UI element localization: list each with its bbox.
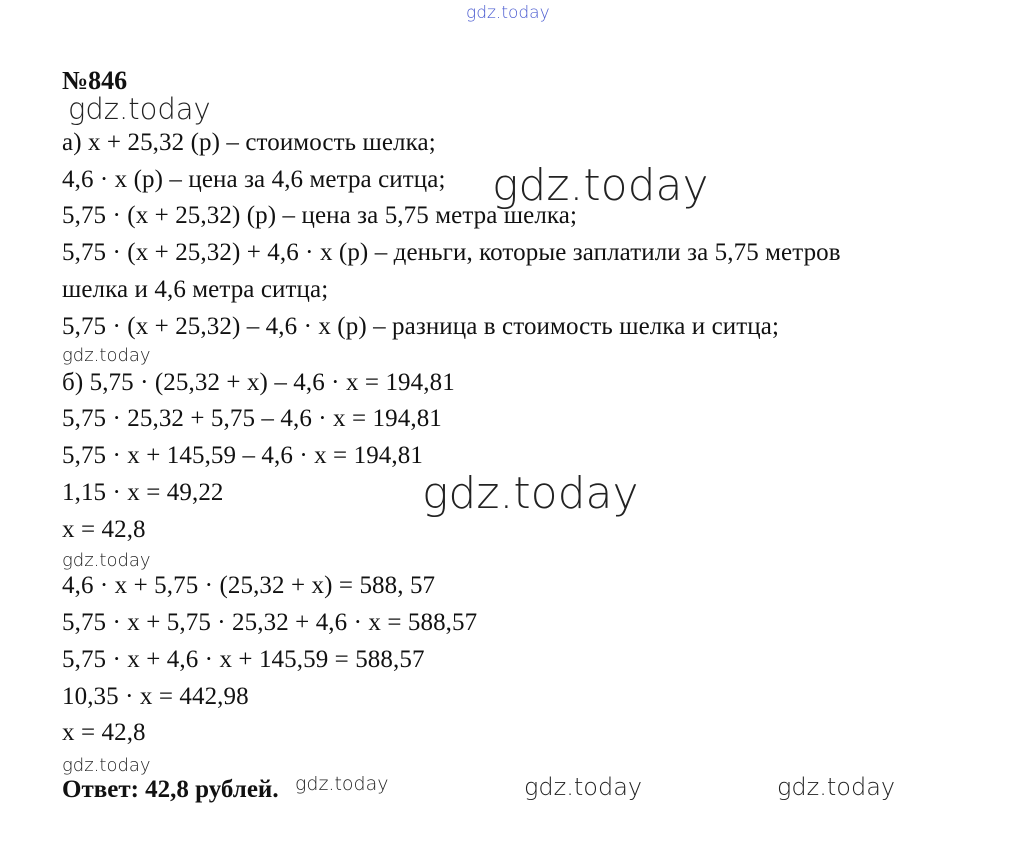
equation-line: 5,75 · x + 5,75 · 25,32 + 4,6 · x = 588,57 xyxy=(62,609,478,636)
watermark-small: gdz.today xyxy=(62,345,151,366)
equation-line: 4,6 · x + 5,75 · (25,32 + x) = 588, 57 xyxy=(62,572,436,599)
equation-line: x = 42,8 xyxy=(62,516,146,543)
watermark-large: gdz.today xyxy=(492,160,709,211)
equation-line: 5,75 · 25,32 + 5,75 – 4,6 · x = 194,81 xyxy=(62,405,442,432)
problem-number: №846 xyxy=(62,66,128,95)
answer: Ответ: 42,8 рублей. xyxy=(62,776,279,803)
watermark: gdz.today xyxy=(68,92,211,126)
solution-line: 4,6 · x (р) – цена за 4,6 метра ситца; xyxy=(62,166,446,193)
solution-line: шелка и 4,6 метра ситца; xyxy=(62,276,329,303)
watermark-large: gdz.today xyxy=(422,468,639,519)
solution-line: 5,75 · (x + 25,32) – 4,6 · x (р) – разница в стоимость шелка и ситца; xyxy=(62,313,780,340)
equation-line: 5,75 · x + 145,59 – 4,6 · x = 194,81 xyxy=(62,442,423,469)
equation-line: 10,35 · x = 442,98 xyxy=(62,683,249,710)
equation-line: 5,75 · x + 4,6 · x + 145,59 = 588,57 xyxy=(62,646,425,673)
solution-line: 5,75 · (x + 25,32) (р) – цена за 5,75 метра шелка; xyxy=(62,202,578,229)
solution-line: а) x + 25,32 (р) – стоимость шелка; xyxy=(62,129,436,156)
watermark-top: gdz.today xyxy=(466,3,550,23)
watermark-bottom: gdz.today xyxy=(524,773,643,801)
solution-line: 5,75 · (x + 25,32) + 4,6 · x (р) – деньги, которые заплатили за 5,75 метров xyxy=(62,239,841,266)
equation-line: x = 42,8 xyxy=(62,719,146,746)
equation-line: 1,15 · x = 49,22 xyxy=(62,479,224,506)
watermark-bottom: gdz.today xyxy=(295,773,389,795)
equation-line: б) 5,75 · (25,32 + x) – 4,6 · x = 194,81 xyxy=(62,369,455,396)
watermark-small: gdz.today xyxy=(62,550,151,571)
watermark-bottom: gdz.today xyxy=(777,773,896,801)
watermark-small: gdz.today xyxy=(62,755,151,776)
